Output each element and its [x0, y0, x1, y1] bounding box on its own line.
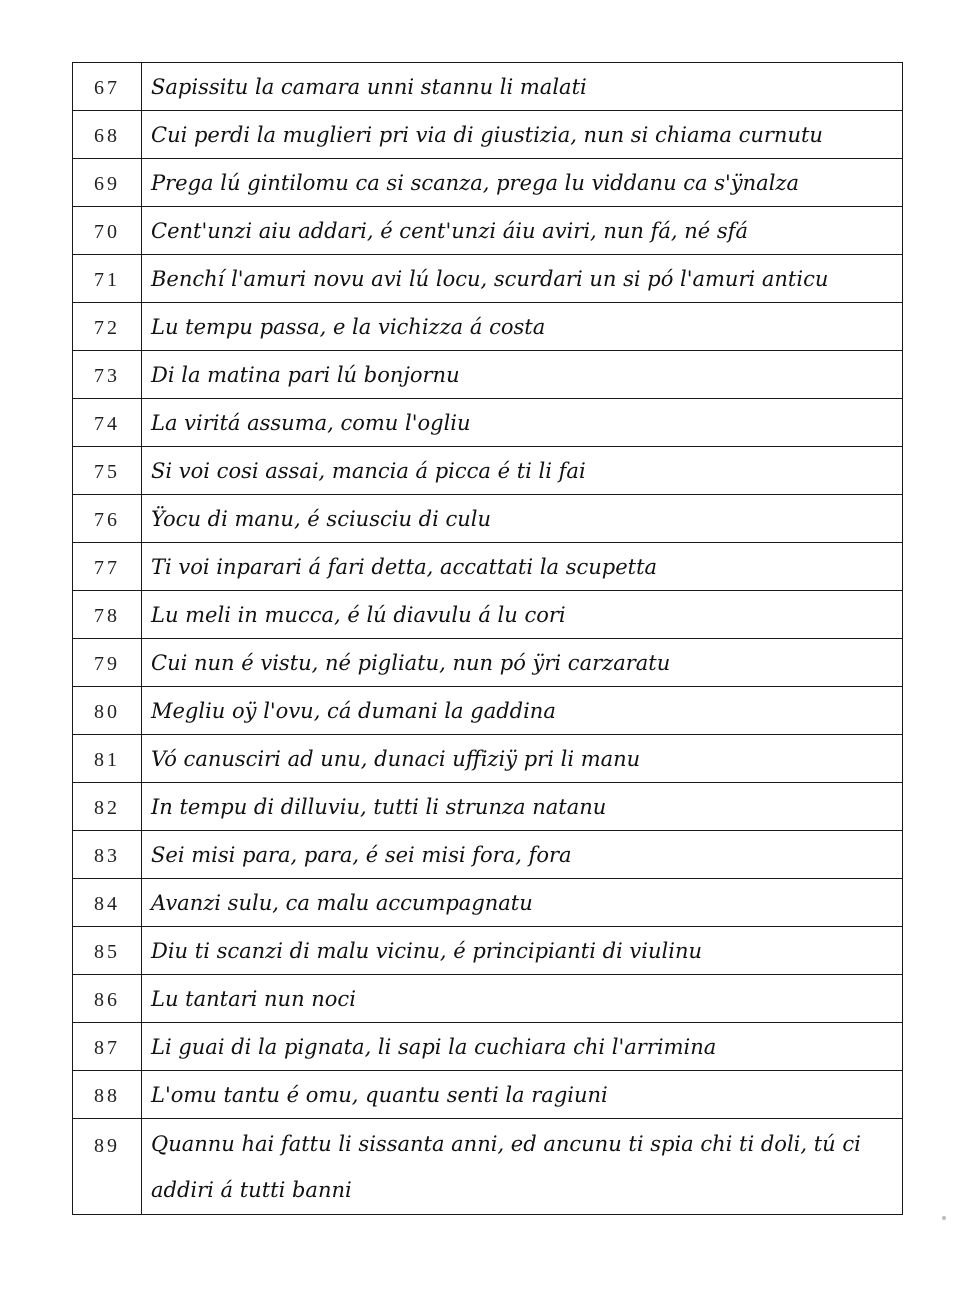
- proverb-number: 74: [73, 399, 142, 447]
- proverb-text: Li guai di la pignata, li sapi la cuchiara chi l'arrimina: [142, 1023, 903, 1071]
- proverb-number: 86: [73, 975, 142, 1023]
- table-row: [73, 447, 903, 495]
- table-row: [73, 927, 903, 975]
- proverb-number: 71: [73, 255, 142, 303]
- table-row: [73, 63, 903, 111]
- table-row: [73, 1071, 903, 1119]
- table-row: [73, 591, 903, 639]
- proverb-number: 83: [73, 831, 142, 879]
- proverb-number: 88: [73, 1071, 142, 1119]
- table-row: [73, 111, 903, 159]
- proverb-text: Ti voi inparari á fari detta, accattati la scupetta: [142, 543, 903, 591]
- table-row: [73, 687, 903, 735]
- table-row: [73, 735, 903, 783]
- table-row: [73, 495, 903, 543]
- table-row: [73, 831, 903, 879]
- table-row: [73, 1119, 903, 1215]
- proverb-number: 82: [73, 783, 142, 831]
- table-row: [73, 639, 903, 687]
- table-row: [73, 1023, 903, 1071]
- proverb-number: 78: [73, 591, 142, 639]
- proverb-text: Avanzi sulu, ca malu accumpagnatu: [142, 879, 903, 927]
- proverb-text: Quannu hai fattu li sissanta anni, ed ancunu ti spia chi ti doli, tú ci addiri á tutti banni: [142, 1119, 903, 1215]
- proverb-number: 89: [73, 1119, 142, 1215]
- proverb-text: Si voi cosi assai, mancia á picca é ti li fai: [142, 447, 903, 495]
- proverb-text: Cent'unzi aiu addari, é cent'unzi áiu aviri, nun fá, né sfá: [142, 207, 903, 255]
- proverb-text: Cui perdi la muglieri pri via di giustizia, nun si chiama curnutu: [142, 111, 903, 159]
- proverb-number: 79: [73, 639, 142, 687]
- proverb-text: Diu ti scanzi di malu vicinu, é principianti di viulinu: [142, 927, 903, 975]
- proverb-text: Vó canusciri ad unu, dunaci uffiziÿ pri li manu: [142, 735, 903, 783]
- proverb-number: 87: [73, 1023, 142, 1071]
- table-row: [73, 351, 903, 399]
- proverb-text: L'omu tantu é omu, quantu senti la ragiuni: [142, 1071, 903, 1119]
- proverb-number: 72: [73, 303, 142, 351]
- proverb-number: 84: [73, 879, 142, 927]
- proverb-text: Lu tantari nun noci: [142, 975, 903, 1023]
- proverb-text: Sei misi para, para, é sei misi fora, fora: [142, 831, 903, 879]
- table-row: [73, 255, 903, 303]
- table-row: [73, 783, 903, 831]
- proverb-text: Lu tempu passa, e la vichizza á costa: [142, 303, 903, 351]
- proverb-number: 81: [73, 735, 142, 783]
- proverb-number: 85: [73, 927, 142, 975]
- table-row: [73, 543, 903, 591]
- proverb-text: Ÿocu di manu, é sciusciu di culu: [142, 495, 903, 543]
- proverb-text: Benchí l'amuri novu avi lú locu, scurdari un si pó l'amuri anticu: [142, 255, 903, 303]
- proverb-text: Megliu oÿ l'ovu, cá dumani la gaddina: [142, 687, 903, 735]
- proverb-text: Sapissitu la camara unni stannu li malati: [142, 63, 903, 111]
- proverb-number: 67: [73, 63, 142, 111]
- proverb-text: Cui nun é vistu, né pigliatu, nun pó ÿri carzaratu: [142, 639, 903, 687]
- proverb-text: In tempu di dilluviu, tutti li strunza natanu: [142, 783, 903, 831]
- proverb-number: 70: [73, 207, 142, 255]
- proverb-number: 76: [73, 495, 142, 543]
- proverb-text: Lu meli in mucca, é lú diavulu á lu cori: [142, 591, 903, 639]
- proverb-number: 77: [73, 543, 142, 591]
- table-row: [73, 399, 903, 447]
- table-row: [73, 159, 903, 207]
- table-row: [73, 207, 903, 255]
- proverb-number: 69: [73, 159, 142, 207]
- proverb-text: La viritá assuma, comu l'ogliu: [142, 399, 903, 447]
- proverb-number: 80: [73, 687, 142, 735]
- proverb-text: Di la matina pari lú bonjornu: [142, 351, 903, 399]
- table-row: [73, 303, 903, 351]
- table-row: [73, 879, 903, 927]
- table-row: [73, 975, 903, 1023]
- proverbs-table: [72, 62, 903, 1215]
- proverb-number: 75: [73, 447, 142, 495]
- proverb-number: 68: [73, 111, 142, 159]
- proverb-number: 73: [73, 351, 142, 399]
- scan-speck: [942, 1216, 946, 1220]
- proverb-text: Prega lú gintilomu ca si scanza, prega lu viddanu ca s'ÿnalza: [142, 159, 903, 207]
